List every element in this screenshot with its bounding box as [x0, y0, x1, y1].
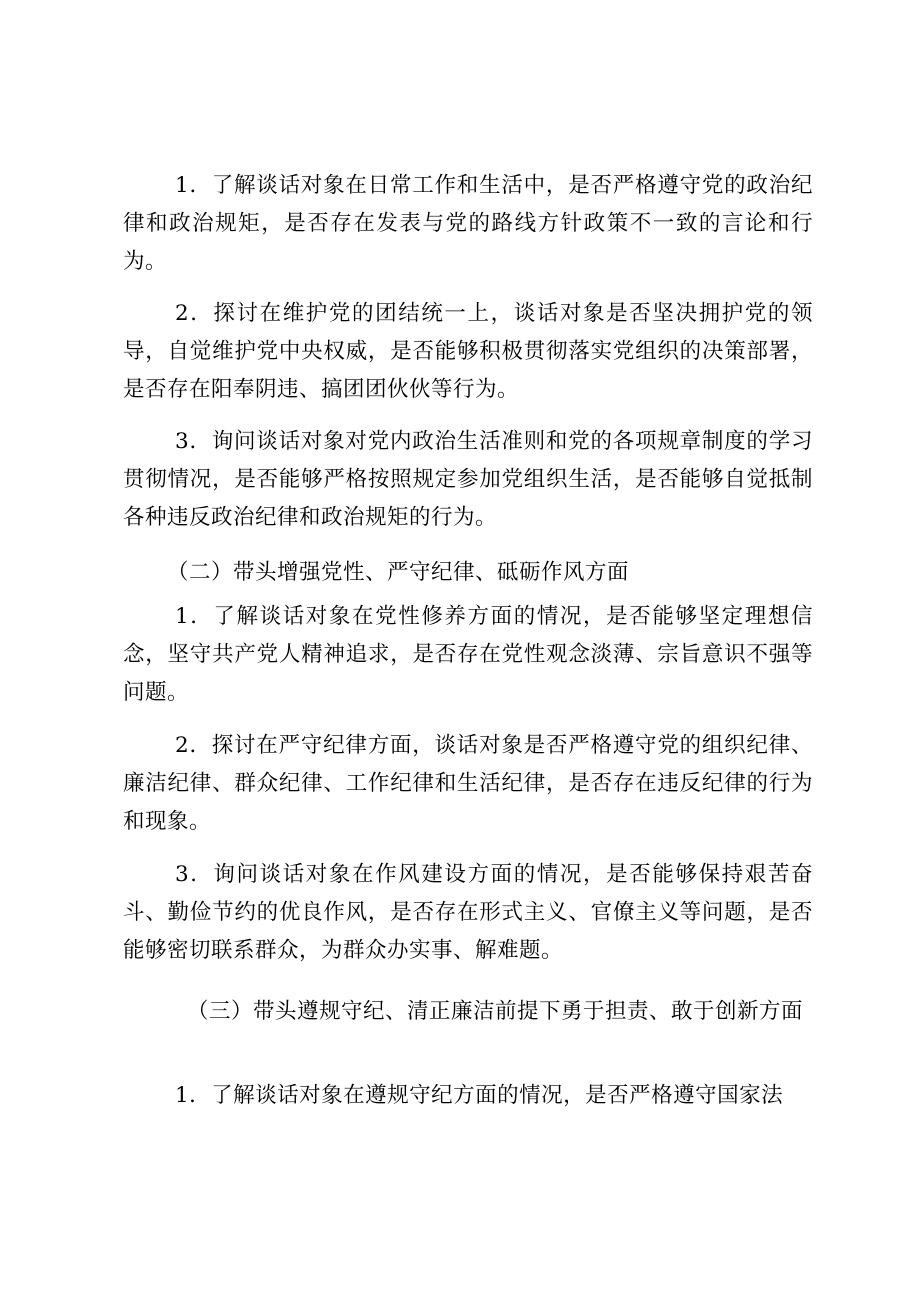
paragraph-4: [123, 598, 813, 712]
paragraph-text: 2．探讨在维护党的团结统一上，谈话对象是否坚决拥护党的领导，自觉维护党中央权威，是否能够积极贯彻落实党组织的决策部署，是否存在阳奉阴违、搞团团伙伙等行为。: [123, 301, 813, 402]
paragraph-text: 3．询问谈话对象在作风建设方面的情况，是否能够保持艰苦奋斗、勤俭节约的优良作风，是否存在形式主义、官僚主义等问题，是否能够密切联系群众，为群众办实事、解难题。: [123, 862, 813, 963]
paragraph-3: [123, 423, 813, 537]
paragraph-text: 3．询问谈话对象对党内政治生活准则和党的各项规章制度的学习贯彻情况，是否能够严格按照规定参加党组织生活，是否能够自觉抵制各种违反政治纪律和政治规矩的行为。: [123, 429, 813, 530]
paragraph-text: 1．了解谈话对象在日常工作和生活中，是否严格遵守党的政治纪律和政治规矩，是否存在发表与党的路线方针政策不一致的言论和行为。: [123, 173, 813, 274]
section-heading-3: （三）带头遵规守纪、清正廉洁前提下勇于担责、敢于创新方面: [187, 999, 804, 1024]
paragraph-2: [123, 295, 813, 409]
paragraph-7: [123, 1077, 813, 1115]
section-heading-2: （二）带头增强党性、严守纪律、砥砺作风方面: [167, 560, 630, 585]
paragraph-6: [123, 856, 813, 970]
paragraph-5: [123, 727, 813, 841]
paragraph-text: 1．了解谈话对象在遵规守纪方面的情况，是否严格遵守国家法: [175, 1083, 784, 1108]
paragraph-text: 1．了解谈话对象在党性修养方面的情况，是否能够坚定理想信念，坚守共产党人精神追求，是否存在党性观念淡薄、宗旨意识不强等问题。: [123, 604, 813, 705]
paragraph-text: 2．探讨在严守纪律方面，谈话对象是否严格遵守党的组织纪律、廉洁纪律、群众纪律、工作纪律和生活纪律，是否存在违反纪律的行为和现象。: [123, 733, 813, 834]
paragraph-1: [123, 167, 813, 281]
